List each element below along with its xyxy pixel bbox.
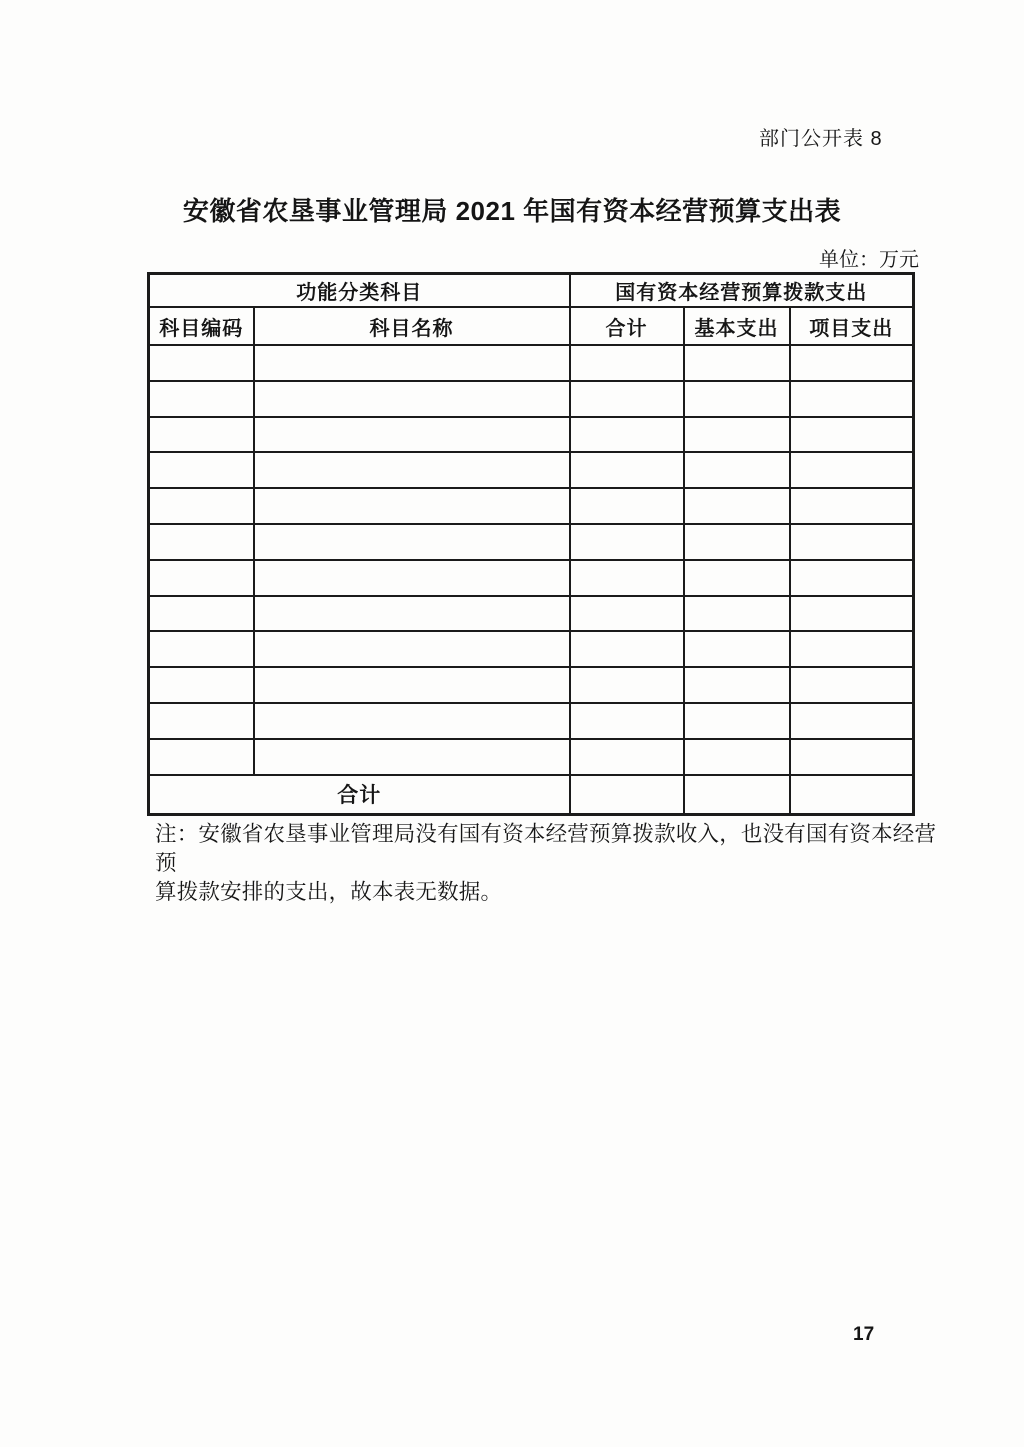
empty-cell [254, 596, 570, 632]
empty-cell [570, 417, 684, 453]
empty-cell [149, 703, 254, 739]
empty-cell [684, 452, 790, 488]
empty-cell [790, 345, 914, 381]
note [155, 820, 945, 907]
empty-cell [254, 703, 570, 739]
empty-cell [790, 381, 914, 417]
table-header [149, 274, 914, 346]
col-header-project-expenditure: 项目支出 [790, 307, 914, 345]
column-header-row [149, 307, 914, 345]
table-footer [149, 775, 914, 815]
empty-cell [684, 524, 790, 560]
empty-cell [570, 667, 684, 703]
empty-cell [254, 488, 570, 524]
empty-cell [149, 524, 254, 560]
empty-table-row [149, 417, 914, 453]
total-row [149, 775, 914, 815]
col-header-subject-name: 科目名称 [254, 307, 570, 345]
empty-table-row [149, 703, 914, 739]
col-header-subject-code: 科目编码 [149, 307, 254, 345]
unit-label: 单位：万元 [819, 249, 919, 271]
group-header-row [149, 274, 914, 308]
empty-cell [254, 667, 570, 703]
empty-cell [254, 381, 570, 417]
doc-label: 部门公开表 8 [759, 128, 883, 150]
note-line-1: 注：安徽省农垦事业管理局没有国有资本经营预算拨款收入，也没有国有资本经营预 [155, 822, 937, 875]
page-number: 17 [853, 1324, 875, 1345]
empty-cell [570, 631, 684, 667]
empty-cell [149, 560, 254, 596]
empty-table-row [149, 739, 914, 775]
page-title: 安徽省农垦事业管理局 2021 年国有资本经营预算支出表 [182, 196, 842, 226]
empty-cell [149, 417, 254, 453]
budget-table [147, 272, 915, 816]
empty-cell [684, 560, 790, 596]
empty-cell [570, 345, 684, 381]
empty-cell [254, 345, 570, 381]
empty-cell [790, 631, 914, 667]
empty-cell [570, 381, 684, 417]
empty-cell [570, 596, 684, 632]
empty-table-row [149, 667, 914, 703]
empty-cell [149, 381, 254, 417]
empty-cell [570, 524, 684, 560]
empty-cell [149, 596, 254, 632]
empty-cell [790, 560, 914, 596]
empty-cell [684, 417, 790, 453]
total-row-label: 合计 [149, 775, 570, 815]
empty-table-row [149, 596, 914, 632]
empty-cell [570, 452, 684, 488]
group-header-function-subjects: 功能分类科目 [149, 274, 570, 308]
empty-cell [790, 417, 914, 453]
empty-cell [149, 739, 254, 775]
empty-cell [684, 631, 790, 667]
empty-cell [149, 345, 254, 381]
empty-table-row [149, 524, 914, 560]
empty-cell [790, 596, 914, 632]
empty-cell [570, 703, 684, 739]
empty-cell [254, 417, 570, 453]
empty-cell [790, 452, 914, 488]
table-body [149, 345, 914, 775]
empty-cell [254, 739, 570, 775]
empty-cell [570, 488, 684, 524]
empty-cell [570, 560, 684, 596]
empty-cell [790, 667, 914, 703]
col-header-total: 合计 [570, 307, 684, 345]
empty-cell [149, 631, 254, 667]
total-row-basic-expenditure-cell [684, 775, 790, 815]
empty-table-row [149, 381, 914, 417]
empty-table-row [149, 488, 914, 524]
empty-cell [684, 667, 790, 703]
group-header-state-capital-expenditure: 国有资本经营预算拨款支出 [570, 274, 914, 308]
empty-table-row [149, 452, 914, 488]
empty-cell [684, 488, 790, 524]
empty-table-row [149, 345, 914, 381]
note-line-2: 算拨款安排的支出，故本表无数据。 [155, 880, 503, 904]
empty-table-row [149, 560, 914, 596]
empty-cell [254, 631, 570, 667]
empty-cell [254, 452, 570, 488]
empty-cell [790, 703, 914, 739]
empty-cell [570, 739, 684, 775]
empty-cell [790, 524, 914, 560]
total-row-project-expenditure-cell [790, 775, 914, 815]
empty-cell [254, 524, 570, 560]
empty-cell [149, 667, 254, 703]
empty-cell [790, 739, 914, 775]
empty-cell [254, 560, 570, 596]
col-header-basic-expenditure: 基本支出 [684, 307, 790, 345]
empty-cell [790, 488, 914, 524]
empty-cell [684, 381, 790, 417]
total-row-total-cell [570, 775, 684, 815]
empty-cell [149, 452, 254, 488]
empty-cell [684, 596, 790, 632]
empty-table-row [149, 631, 914, 667]
empty-cell [149, 488, 254, 524]
empty-cell [684, 703, 790, 739]
empty-cell [684, 739, 790, 775]
empty-cell [684, 345, 790, 381]
